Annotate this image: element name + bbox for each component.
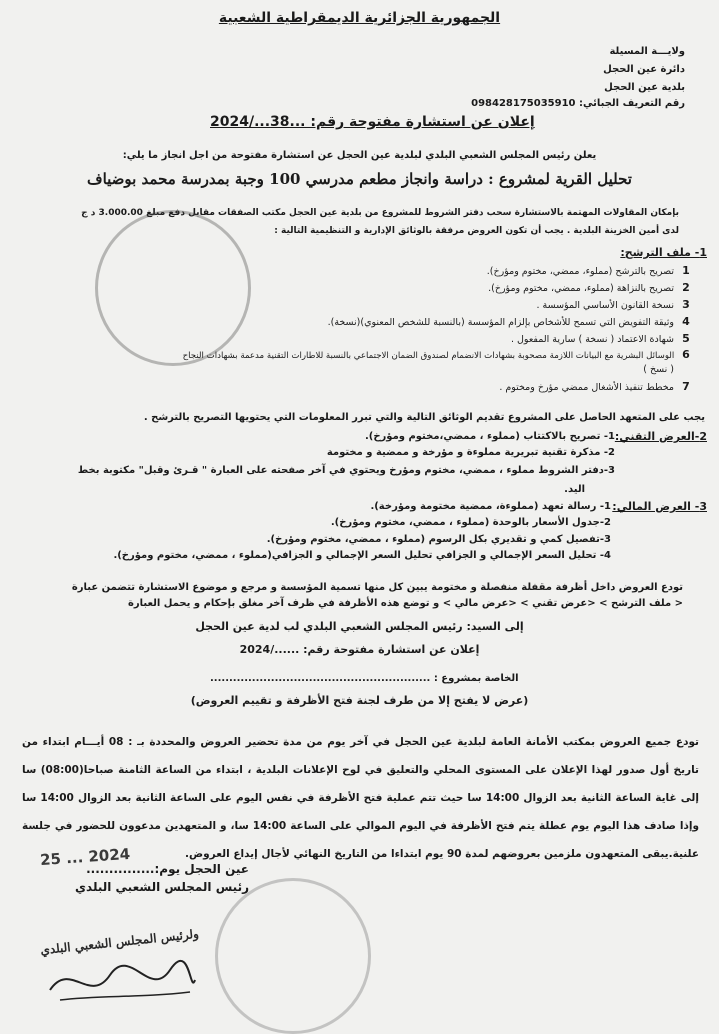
tax-id: رقم التعريف الجبائي: 098428175035910 (471, 98, 685, 109)
wilaya-label: ولايـــة المسيلة (609, 46, 685, 57)
list-item: 2- مذكرة تقنية تبريرية مملوءة و مؤرخة و ممضية و مختومة (326, 447, 615, 458)
signature-scribble (40, 950, 200, 1010)
list-item: 1- رسالة تعهد (مملوءة، ممضية مختومة ومؤرخة). (370, 501, 611, 512)
footer-city-day: عين الحجل يوم:............... (86, 862, 249, 876)
date-stamp: 2024 ... 25 (39, 844, 131, 870)
section-1-title: 1- ملف الترشح: (620, 246, 707, 259)
list-item: ( نسخ ) (643, 364, 674, 375)
list-item: 1 تصريح بالترشح (مملوء، ممضي، مختوم ومؤرخ). (486, 264, 690, 277)
official-stamp-top (95, 210, 251, 366)
list-item: 3 نسخة القانون الأساسي المؤسسة . (536, 298, 690, 311)
intro-text: يعلن رئيس المجلس الشعبي البلدي لبلدية عين الحجل عن استشارة مفتوحة من اجل انجاز ما يلي: (122, 150, 597, 161)
project-title: تحليل القرية لمشروع : دراسة وانجاز مطعم مدرسي 100 وجبة بمدرسة محمد بوضياف (87, 170, 632, 188)
list-item: 3-دفتر الشروط مملوء ، ممضي، مختوم ومؤرخ ويحتوي في آخر صفحته على العبارة " قـرئ وقبل" مكتوبة بخط (77, 465, 615, 476)
access-line-2: لدى أمين الخزينة البلدية . يجب أن تكون العروض مرفقة بالوثائق الإدارية و التنظيمية التالية : (274, 226, 679, 236)
deposit-paragraph: تودع جميع العروض بمكتب الأمانة العامة لبلدية عين الحجل في آخر يوم من مدة تحضير العروض والمحددة بـ : 08 أيـــام ابتداء من تاريخ أول صدور لهذا الإعلان على المستوى المحلي والتعليق في لوح الإعلانات البلدية ، ابتداء من الساعة الثامنة صباحا(08:00) سا إلى غاية الساعة الثانية بعد الزوال 14:00 سا حيث تتم عملية فتح الأظرفة في نفس اليوم على الساعة الثانية بعد الزوال 14:00 سا وإذا صادف هذا اليوم يوم عطلة يتم فتح الأظرفة في اليوم الموالي على الساعة 14:00 سا، و المتعهدين مدعوون للحضور في جلسة علنية.يبقى المتعهدون ملزمين بعروضهم لمدة 90 يوم ابتداءا من التاريخ النهائي لأجال إيداع العروض. (22, 736, 700, 860)
republic-title: الجمهورية الجزائرية الديمقراطية الشعبية (218, 10, 501, 26)
list-item: 5 شهادة الاعتماد ( نسخة ) سارية المفعول . (510, 332, 690, 345)
list-item: 1- تصريح بالاكتتاب (مملوء ، ممضي،مختوم ومؤرخ). (364, 431, 615, 442)
list-item: 2-جدول الأسعار بالوحدة (مملوء ، ممضي، مختوم ومؤرخ). (330, 517, 611, 528)
address-to: إلى السيد: رئيس المجلس الشعبي البلدي لب لدية عين الحجل (195, 620, 524, 633)
list-item: 4- تحليل السعر الإجمالي و الجزافي تحليل السعر الإجمالي و الجزافي(مملوء ، ممضي، مختوم ومؤرخ). (113, 550, 611, 561)
section-3-title: 3- العرض المالي: (612, 500, 707, 513)
list-item: 7 مخطط تنفيذ الأشغال ممضي مؤرخ ومختوم . (499, 380, 690, 393)
daira-label: دائرة عين الحجل (603, 64, 685, 75)
section-2-title: 2-العرض التقني: (614, 430, 707, 443)
list-item: 3-تفصيل كمي و تقديري بكل الرسوم (مملوء ، ممضي، مختوم ومؤرخ). (266, 534, 611, 545)
access-line-1: بإمكان المقاولات المهتمة بالاستشارة سحب دفتر الشروط للمشروع من بلدية عين الحجل مكتب الصفقات مقابل دفع مبلغ 3.000.00 د ج (81, 208, 679, 218)
handwritten-signature-text: ولرئيس المجلس الشعبي البلدي (39, 926, 200, 958)
address-warning: (عرض لا يفتح إلا من طرف لجنة فتح الأظرفة و تقييم العروض) (190, 694, 529, 707)
baladia-label: بلدية عين الحجل (604, 82, 685, 93)
obligation-text: يجب على المتعهد الحاصل على المشروع تقديم الوثائق التالية والتي تبرر المعلومات التي يحتويها التصريح بالترشح . (143, 412, 705, 423)
address-ref: إعلان عن استشارة مفتوحة رقم: ....../2024 (239, 643, 480, 656)
list-item: اليد. (564, 484, 585, 495)
address-project: الخاصة بمشروع : .......................................................... (210, 673, 519, 684)
envelope-line-2: < ملف الترشح > <عرض تقني > <عرض مالي > و توضع هذه الأظرفة في ظرف آخر مغلق بإحكام و يحمل العبارة (128, 598, 683, 609)
list-item: 2 تصريح بالنزاهة (مملوء، ممضي، مختوم ومؤرخ). (488, 281, 690, 294)
footer-signer: رئيس المجلس الشعبي البلدي (75, 880, 249, 894)
list-item: 6 الوسائل البشرية مع البيانات اللازمة مصحوبة بشهادات الانضمام لصندوق الضمان الاجتماعي بالنسبة للاطارات التقنية مدعمة بشهادات النجاح (182, 348, 690, 361)
envelope-line-1: تودع العروض داخل أظرفة مقفلة منفصلة و مختومة يبين كل منها تسمية المؤسسة و مرجع و موضوع الاستشارة تتضمن عبارة (71, 582, 683, 593)
announcement-title: إعلان عن استشارة مفتوحة رقم: ...38.../2024 (210, 114, 535, 130)
official-stamp-bottom (215, 878, 371, 1034)
list-item: 4 وثيقة التفويض التي تسمح للأشخاص بإلزام المؤسسة (بالنسبة للشخص المعنوي)(نسخة). (327, 315, 690, 328)
